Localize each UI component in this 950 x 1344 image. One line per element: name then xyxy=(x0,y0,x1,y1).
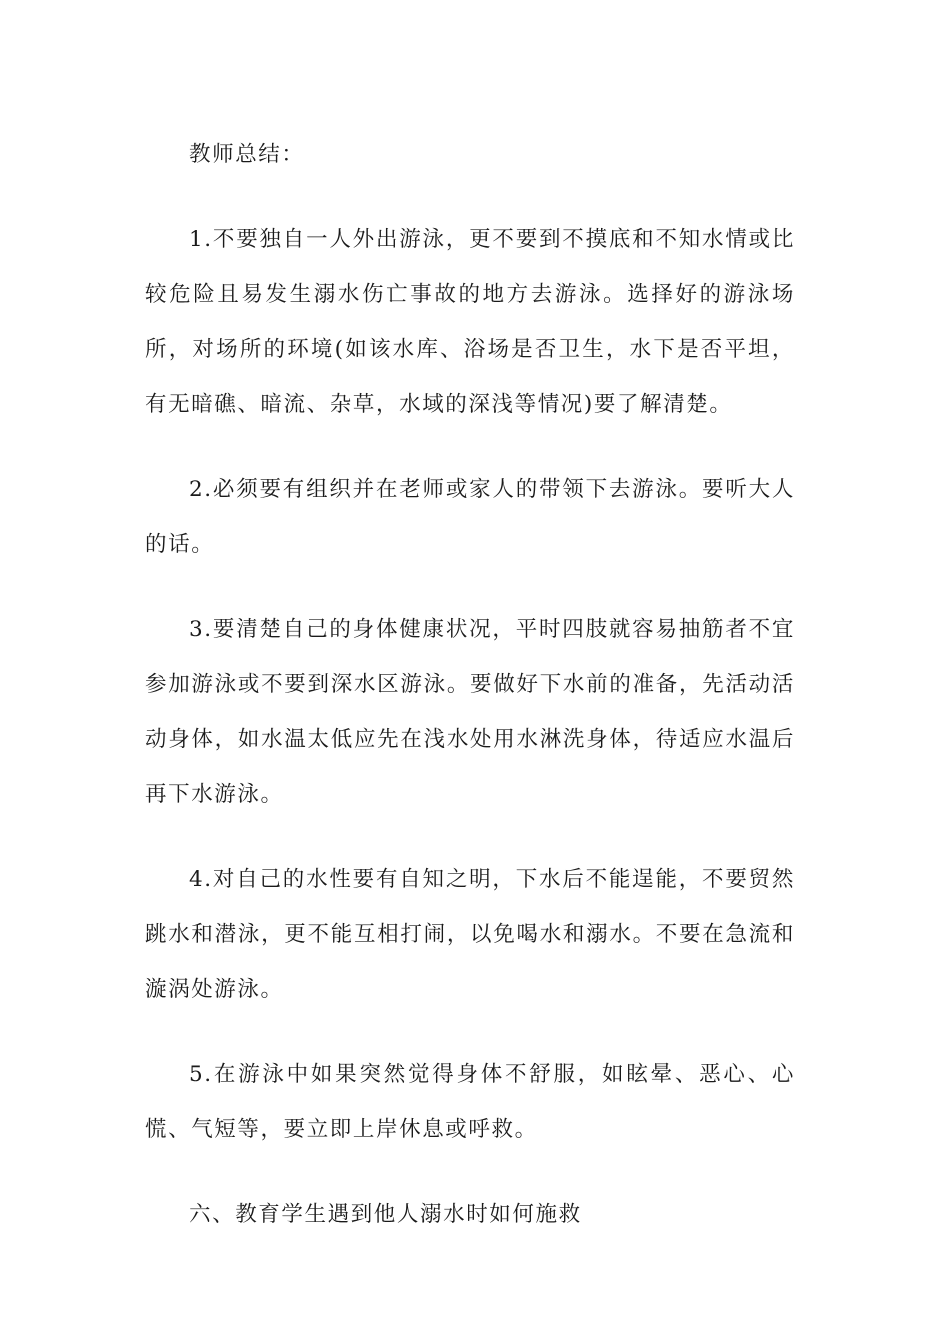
paragraph-item-3: 3.要清楚自己的身体健康状况，平时四肢就容易抽筋者不宜参加游泳或不要到深水区游泳。要做好下水前的准备，先活动活动身体，如水温太低应先在浅水处用水淋洗身体，待适应水温后再下水游泳。 xyxy=(145,617,795,807)
section-title: 六、教育学生遇到他人溺水时如何施救 xyxy=(189,1202,582,1227)
paragraph-item-2: 2.必须要有组织并在老师或家人的带领下去游泳。要听大人的话。 xyxy=(145,477,795,557)
paragraph-item-4: 4.对自己的水性要有自知之明，下水后不能逞能，不要贸然跳水和潜泳，更不能互相打闹，以免喝水和溺水。不要在急流和漩涡处游泳。 xyxy=(145,867,795,1002)
paragraph-item-5: 5.在游泳中如果突然觉得身体不舒服，如眩晕、恶心、心慌、气短等，要立即上岸休息或呼救。 xyxy=(145,1062,795,1142)
document-body xyxy=(145,127,795,1272)
paragraph-item-1: 1.不要独自一人外出游泳，更不要到不摸底和不知水情或比较危险且易发生溺水伤亡事故的地方去游泳。选择好的游泳场所，对场所的环境(如该水库、浴场是否卫生，水下是否平坦，有无暗礁、暗流、杂草，水域的深浅等情况)要了解清楚。 xyxy=(145,227,795,417)
summary-heading: 教师总结： xyxy=(189,142,305,167)
